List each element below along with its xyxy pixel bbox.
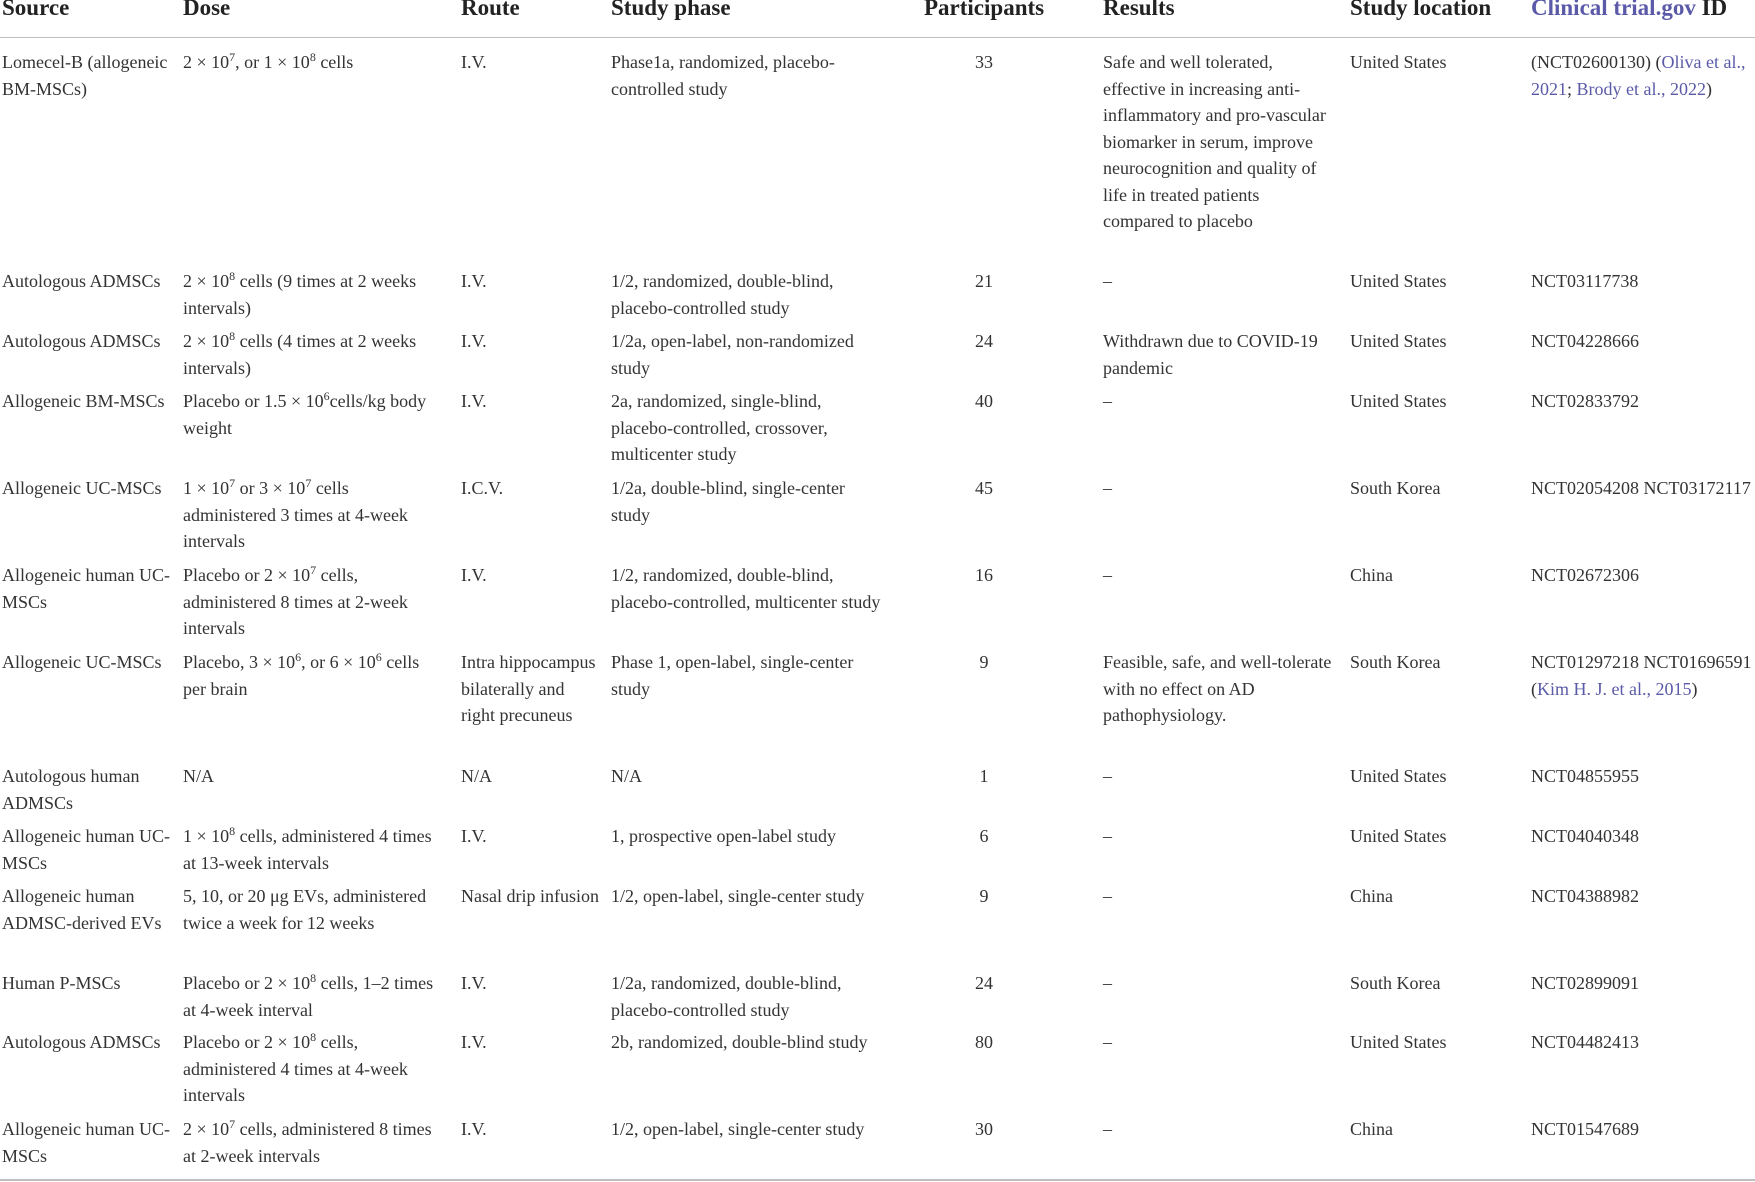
trial-id-text: NCT04228666 [1531, 331, 1639, 351]
trial-id-text: ) [1706, 78, 1712, 99]
cell-dose [183, 1029, 445, 1109]
cell-results: – [1103, 565, 1112, 585]
trial-id-text: NCT04855955 [1531, 766, 1639, 786]
cell-trial-id [1531, 763, 1755, 790]
cell-participants: 45 [975, 478, 993, 498]
header-study-phase: Study phase [611, 0, 731, 20]
cell-dose [183, 970, 445, 1023]
header-source: Source [2, 0, 70, 20]
cell-trial-id [1531, 883, 1755, 910]
dose-exponent: 8 [310, 971, 317, 985]
cell-dose [183, 268, 445, 321]
cell-participants: 1 [979, 766, 989, 786]
trial-id-text: NCT04040348 [1531, 826, 1639, 846]
cell-participants: 80 [975, 1032, 993, 1052]
cell-study-phase: N/A [611, 766, 642, 786]
cell-study-phase: 1/2a, randomized, double-blind, placebo-controlled study [611, 973, 842, 1020]
dose-text: or 3 × 10 [235, 478, 306, 498]
trial-id-text: NCT04388982 [1531, 886, 1639, 906]
dose-text: Placebo or 1.5 × 10 [183, 391, 324, 411]
dose-exponent: 7 [229, 1117, 236, 1131]
cell-participants: 6 [979, 826, 989, 846]
cell-results: – [1103, 271, 1112, 291]
cell-dose [183, 49, 445, 76]
table-header-row [0, 0, 1755, 36]
dose-text: Placebo or 2 × 10 [183, 973, 311, 993]
dose-text: cells, 1–2 times at 4-week interval [183, 973, 434, 1020]
dose-text: cells (4 times at 2 weeks intervals) [183, 331, 417, 378]
cell-dose [183, 823, 445, 876]
cell-route: I.V. [461, 973, 487, 993]
cell-route: I.V. [461, 331, 487, 351]
citation-link[interactable]: Oliva et al., 2021 [1531, 52, 1746, 99]
cell-results: Safe and well tolerated, effective in increasing anti-inflammatory and pro-vascular biomarker in serum, improve neurocognition and quality of life in treated patients compared to placebo [1103, 52, 1326, 231]
cell-results: – [1103, 826, 1112, 846]
cell-trial-id [1531, 1116, 1755, 1143]
cell-study-phase: 1, prospective open-label study [611, 826, 836, 846]
cell-results: – [1103, 886, 1112, 906]
dose-text: Placebo or 2 × 10 [183, 1032, 311, 1052]
cell-source: Autologous human ADMSCs [2, 766, 140, 813]
cell-trial-id [1531, 562, 1755, 589]
cell-source: Allogeneic BM-MSCs [2, 391, 165, 411]
dose-exponent: 6 [295, 650, 302, 664]
cell-route: Intra hippocampus bilaterally and right precuneus [461, 652, 596, 725]
dose-text: 2 × 10 [183, 52, 230, 72]
cell-participants: 16 [975, 565, 993, 585]
dose-text: cells, administered 4 times at 4-week intervals [183, 1032, 408, 1105]
cell-dose [183, 649, 445, 702]
cell-participants: 30 [975, 1119, 993, 1139]
dose-exponent: 7 [310, 563, 317, 577]
trial-id-text: NCT02672306 [1531, 565, 1639, 585]
cell-results: – [1103, 391, 1112, 411]
cell-study-phase: 1/2, open-label, single-center study [611, 886, 865, 906]
cell-study-location: United States [1350, 1032, 1447, 1052]
header-trial-id [1531, 0, 1727, 22]
cell-study-phase: 2b, randomized, double-blind study [611, 1032, 868, 1052]
dose-text: Placebo or 2 × 10 [183, 565, 311, 585]
cell-trial-id [1531, 475, 1755, 502]
cell-route: I.V. [461, 1119, 487, 1139]
cell-study-location: South Korea [1350, 973, 1441, 993]
cell-study-location: South Korea [1350, 652, 1441, 672]
dose-exponent: 8 [309, 50, 316, 64]
dose-text: , or 1 × 10 [235, 52, 310, 72]
cell-route: N/A [461, 766, 492, 786]
cell-study-phase: 1/2a, double-blind, single-center study [611, 478, 845, 525]
cell-participants: 24 [975, 973, 993, 993]
cell-route: I.V. [461, 826, 487, 846]
dose-text: 2 × 10 [183, 331, 230, 351]
cell-results: – [1103, 478, 1112, 498]
dose-text: 2 × 10 [183, 1119, 230, 1139]
dose-text: cells (9 times at 2 weeks intervals) [183, 271, 417, 318]
trial-id-text: NCT03117738 [1531, 271, 1639, 291]
dose-exponent: 8 [229, 329, 236, 343]
cell-study-phase: Phase1a, randomized, placebo-controlled study [611, 52, 835, 99]
cell-trial-id [1531, 49, 1755, 102]
dose-exponent: 6 [375, 650, 382, 664]
dose-exponent: 8 [310, 1030, 317, 1044]
dose-text: cells, administered 4 times at 13-week intervals [183, 826, 432, 873]
cell-study-location: South Korea [1350, 478, 1441, 498]
cell-results: Feasible, safe, and well-tolerate with no effect on AD pathophysiology. [1103, 652, 1332, 725]
cell-participants: 33 [975, 52, 993, 72]
trial-id-text: NCT02899091 [1531, 973, 1639, 993]
dose-text: 1 × 10 [183, 478, 230, 498]
cell-dose [183, 328, 445, 381]
dose-exponent: 7 [305, 476, 312, 490]
dose-text: 5, 10, or 20 μg EVs, administered twice a week for 12 weeks [183, 886, 427, 933]
trial-id-text: NCT01547689 [1531, 1119, 1639, 1139]
trial-id-text: (NCT02600130) ( [1531, 52, 1662, 72]
cell-source: Autologous ADMSCs [2, 271, 161, 291]
trial-id-text: NCT04482413 [1531, 1032, 1639, 1052]
cell-dose [183, 1116, 445, 1169]
cell-participants: 9 [979, 652, 989, 672]
cell-route: I.V. [461, 52, 487, 72]
cell-route: Nasal drip infusion [461, 886, 599, 906]
bottom-rule [0, 1179, 1755, 1181]
cell-source: Allogeneic human UC-MSCs [2, 826, 170, 873]
cell-participants: 21 [975, 271, 993, 291]
cell-trial-id [1531, 328, 1755, 355]
cell-source: Autologous ADMSCs [2, 331, 161, 351]
dose-text: , or 6 × 10 [301, 652, 376, 672]
cell-participants: 9 [979, 886, 989, 906]
cell-results: – [1103, 766, 1112, 786]
cell-study-location: United States [1350, 331, 1447, 351]
cell-participants: 24 [975, 331, 993, 351]
cell-results: – [1103, 1032, 1112, 1052]
cell-results: – [1103, 973, 1112, 993]
cell-study-location: United States [1350, 766, 1447, 786]
cell-route: I.C.V. [461, 478, 504, 498]
cell-study-phase: 1/2a, open-label, non-randomized study [611, 331, 854, 378]
cell-source: Allogeneic human ADMSC-derived EVs [2, 886, 162, 933]
cell-trial-id [1531, 1029, 1755, 1056]
cell-dose [183, 475, 445, 555]
trial-id-text: ; [1567, 78, 1577, 99]
citation-link[interactable]: Brody et al., 2022 [1576, 78, 1706, 99]
cell-route: I.V. [461, 1032, 487, 1052]
cell-study-location: China [1350, 1119, 1393, 1139]
dose-text: cells, administered 8 times at 2-week intervals [183, 1119, 432, 1166]
cell-route: I.V. [461, 565, 487, 585]
cell-participants: 40 [975, 391, 993, 411]
header-participants: Participants [924, 0, 1045, 20]
dose-text: Placebo, 3 × 10 [183, 652, 296, 672]
cell-results: – [1103, 1119, 1112, 1139]
dose-text: 1 × 10 [183, 826, 230, 846]
cell-study-phase: Phase 1, open-label, single-center study [611, 652, 854, 699]
header-dose: Dose [183, 0, 231, 20]
header-rule [0, 37, 1755, 38]
cell-trial-id [1531, 268, 1755, 295]
cell-source: Allogeneic human UC-MSCs [2, 1119, 170, 1166]
trial-id-text: NCT01297218 NCT01696591 ( [1531, 652, 1752, 699]
cell-source: Autologous ADMSCs [2, 1032, 161, 1052]
dose-exponent: 8 [229, 824, 236, 838]
cell-study-phase: 1/2, randomized, double-blind, placebo-controlled, multicenter study [611, 565, 881, 612]
clinical-trial-gov-link[interactable]: Clinical trial.gov [1531, 0, 1696, 20]
header-route: Route [461, 0, 520, 20]
citation-link[interactable]: Kim H. J. et al., 2015 [1537, 678, 1692, 699]
dose-exponent: 7 [229, 50, 236, 64]
dose-text: cells, administered 8 times at 2-week intervals [183, 565, 408, 638]
cell-study-phase: 1/2, randomized, double-blind, placebo-controlled study [611, 271, 834, 318]
cell-results: Withdrawn due to COVID-19 pandemic [1103, 331, 1318, 378]
trial-id-text: ) [1691, 678, 1698, 699]
cell-source: Allogeneic UC-MSCs [2, 478, 162, 498]
cell-route: I.V. [461, 391, 487, 411]
dose-exponent: 6 [323, 389, 330, 403]
cell-source: Allogeneic UC-MSCs [2, 652, 162, 672]
cell-study-location: China [1350, 886, 1393, 906]
cell-study-phase: 1/2, open-label, single-center study [611, 1119, 865, 1139]
cell-source: Allogeneic human UC-MSCs [2, 565, 170, 612]
header-id-suffix: ID [1695, 0, 1728, 20]
trial-id-text: NCT02054208 NCT03172117 [1531, 478, 1751, 498]
header-results: Results [1103, 0, 1175, 20]
cell-source: Lomecel-B (allogeneic BM-MSCs) [2, 52, 168, 99]
cell-study-location: China [1350, 565, 1393, 585]
dose-text: cells/kg body weight [183, 391, 427, 438]
cell-trial-id [1531, 823, 1755, 850]
cell-study-location: United States [1350, 52, 1447, 72]
header-study-location: Study location [1350, 0, 1492, 20]
dose-text: cells [315, 52, 354, 72]
dose-exponent: 7 [229, 476, 236, 490]
cell-route: I.V. [461, 271, 487, 291]
dose-exponent: 8 [229, 269, 236, 283]
dose-text: cells per brain [183, 652, 420, 699]
cell-dose [183, 388, 445, 441]
dose-text: 2 × 10 [183, 271, 230, 291]
cell-trial-id [1531, 970, 1755, 997]
cell-source: Human P-MSCs [2, 973, 121, 993]
cell-study-location: United States [1350, 391, 1447, 411]
cell-dose [183, 763, 445, 790]
cell-study-phase: 2a, randomized, single-blind, placebo-controlled, crossover, multicenter study [611, 391, 828, 464]
cell-study-location: United States [1350, 271, 1447, 291]
cell-study-location: United States [1350, 826, 1447, 846]
dose-text: cells administered 3 times at 4-week intervals [183, 478, 408, 551]
cell-dose [183, 562, 445, 642]
cell-trial-id [1531, 388, 1755, 415]
cell-dose [183, 883, 445, 936]
cell-trial-id [1531, 649, 1755, 702]
trial-id-text: NCT02833792 [1531, 391, 1639, 411]
dose-text: N/A [183, 766, 214, 786]
